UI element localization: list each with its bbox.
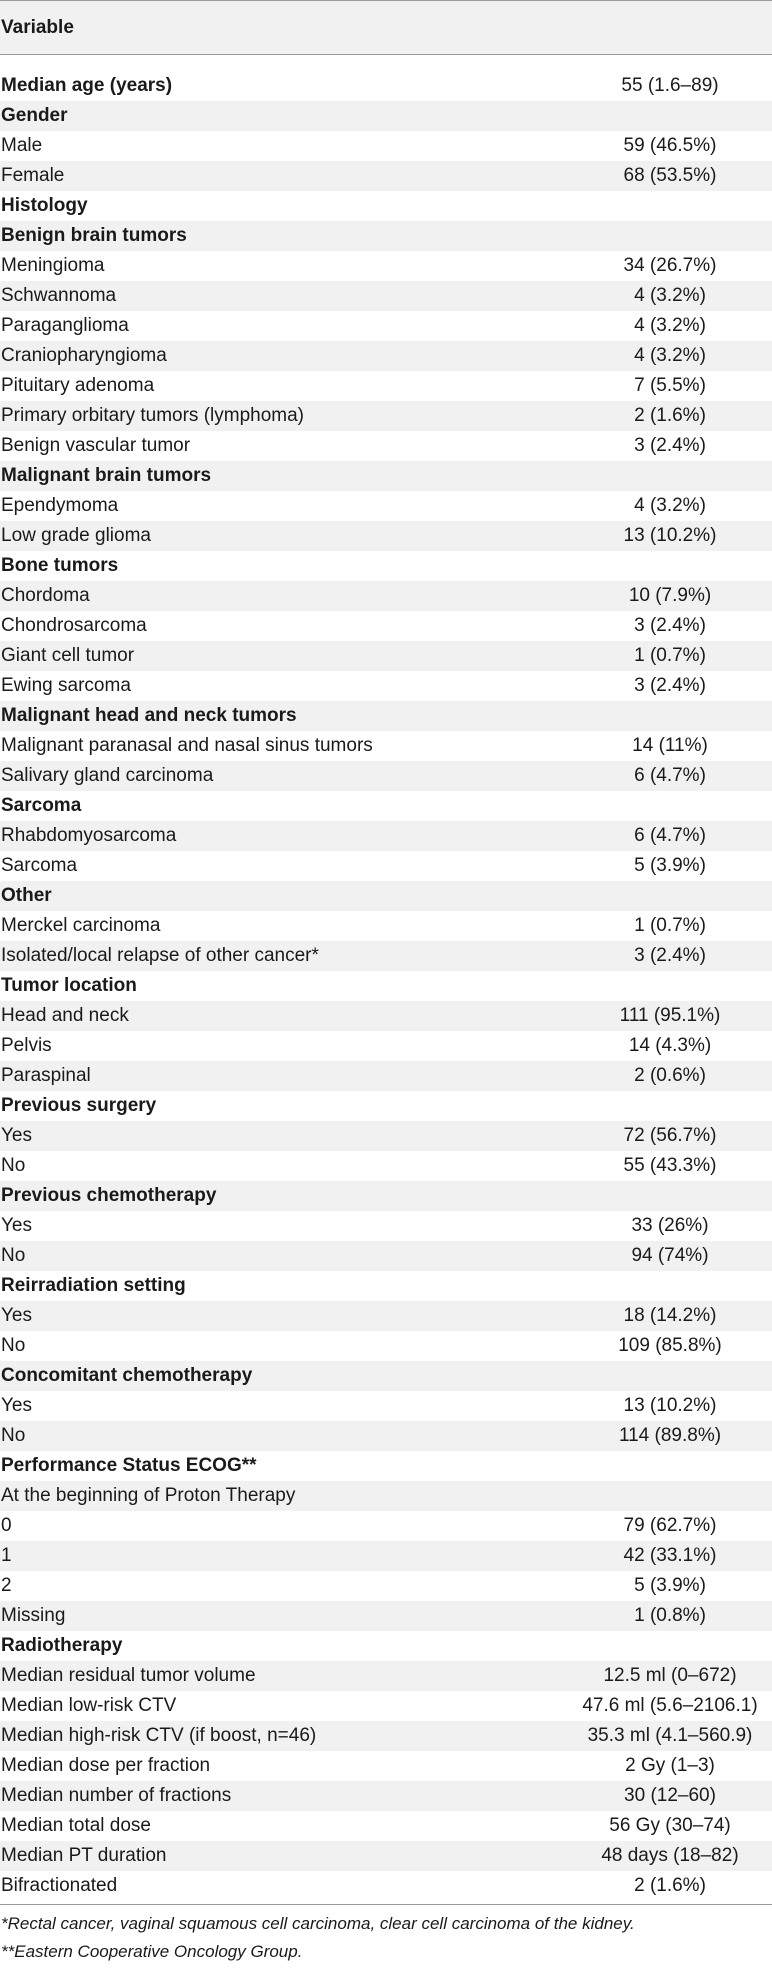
row-label: Radiotherapy: [1, 1635, 123, 1656]
row-label: Malignant head and neck tumors: [1, 705, 297, 726]
row-value: 30 (12–60): [624, 1785, 716, 1806]
row-label: Primary orbitary tumors (lymphoma): [1, 405, 304, 426]
row-label: Bifractionated: [1, 1875, 118, 1896]
row-value: 47.6 ml (5.6–2106.1): [582, 1695, 758, 1716]
row-label: At the beginning of Proton Therapy: [1, 1485, 296, 1506]
table-row: [0, 911, 772, 941]
row-value: 1 (0.8%): [634, 1605, 706, 1626]
row-label: Schwannoma: [1, 285, 117, 306]
row-label: Reirradiation setting: [1, 1275, 186, 1296]
section-row: [0, 791, 772, 821]
row-label: Median high-risk CTV (if boost, n=46): [1, 1725, 317, 1746]
row-label: Merckel carcinoma: [1, 915, 161, 936]
section-row: [0, 1181, 772, 1211]
row-label: Median age (years): [1, 75, 173, 96]
row-value: 1 (0.7%): [634, 915, 706, 936]
row-value: 14 (4.3%): [628, 1035, 712, 1056]
row-label: No: [1, 1245, 26, 1266]
table-row: [0, 581, 772, 611]
row-label: Paraganglioma: [1, 315, 129, 336]
header-rule: [0, 54, 772, 55]
row-label: Median total dose: [1, 1815, 151, 1836]
row-label: No: [1, 1425, 26, 1446]
table-row: [0, 761, 772, 791]
table-row: [0, 1661, 772, 1691]
row-label: Malignant paranasal and nasal sinus tumors: [1, 735, 373, 756]
row-label: Performance Status ECOG**: [1, 1455, 257, 1476]
table-row: [0, 1871, 772, 1901]
table-row: [0, 1001, 772, 1031]
row-label: 2: [1, 1575, 12, 1596]
row-value: 2 (1.6%): [634, 1875, 706, 1896]
footnote-1: *Rectal cancer, vaginal squamous cell carcinoma, clear cell carcinoma of the kidney.: [1, 1914, 635, 1933]
footnotes: [0, 1910, 772, 1966]
row-label: Tumor location: [1, 975, 137, 996]
row-value: 13 (10.2%): [623, 1395, 717, 1416]
row-value: 55 (43.3%): [623, 1155, 717, 1176]
table-row: [0, 1421, 772, 1451]
row-value: 3 (2.4%): [634, 435, 706, 456]
table-row: [0, 1391, 772, 1421]
table-row: [0, 671, 772, 701]
table-row: [0, 1721, 772, 1751]
footnote-2: **Eastern Cooperative Oncology Group.: [1, 1942, 303, 1961]
row-value: 4 (3.2%): [634, 315, 706, 336]
row-label: Paraspinal: [1, 1065, 91, 1086]
section-row: [0, 461, 772, 491]
table-row: [0, 851, 772, 881]
section-row: [0, 221, 772, 251]
table-row: [0, 1841, 772, 1871]
row-value: 6 (4.7%): [634, 765, 706, 786]
section-row: [0, 71, 772, 101]
table-row: [0, 1211, 772, 1241]
table-row: [0, 1781, 772, 1811]
row-value: 55 (1.6–89): [621, 75, 719, 96]
row-label: Missing: [1, 1605, 66, 1626]
row-value: 35.3 ml (4.1–560.9): [587, 1725, 753, 1746]
row-label: Female: [1, 165, 65, 186]
section-row: [0, 971, 772, 1001]
row-label: Salivary gland carcinoma: [1, 765, 214, 786]
table-row: [0, 1511, 772, 1541]
row-value: 10 (7.9%): [628, 585, 712, 606]
row-value: 5 (3.9%): [634, 855, 706, 876]
row-label: Yes: [1, 1395, 32, 1416]
row-label: No: [1, 1335, 26, 1356]
row-value: 2 (1.6%): [634, 405, 706, 426]
row-label: Yes: [1, 1125, 32, 1146]
row-value: 34 (26.7%): [623, 255, 717, 276]
row-value: 3 (2.4%): [634, 945, 706, 966]
row-value: 14 (11%): [632, 735, 708, 756]
row-value: 33 (26%): [631, 1215, 709, 1236]
row-label: Chondrosarcoma: [1, 615, 147, 636]
row-value: 18 (14.2%): [623, 1305, 717, 1326]
table-row: [0, 251, 772, 281]
row-label: Rhabdomyosarcoma: [1, 825, 177, 846]
table-row: [0, 131, 772, 161]
row-label: Sarcoma: [1, 855, 78, 876]
row-value: 94 (74%): [631, 1245, 709, 1266]
row-value: 114 (89.8%): [618, 1425, 722, 1446]
section-row: [0, 551, 772, 581]
section-row: [0, 191, 772, 221]
table-row: [0, 1691, 772, 1721]
row-value: 2 Gy (1–3): [625, 1755, 715, 1776]
row-label: Histology: [1, 195, 88, 216]
row-label: Head and neck: [1, 1005, 129, 1026]
row-label: Yes: [1, 1305, 32, 1326]
table-row: [0, 1121, 772, 1151]
header-variable: Variable: [1, 16, 74, 38]
row-label: Giant cell tumor: [1, 645, 135, 666]
row-value: 3 (2.4%): [634, 615, 706, 636]
table-row: [0, 1331, 772, 1361]
row-label: Low grade glioma: [1, 525, 151, 546]
row-label: 0: [1, 1515, 12, 1536]
row-value: 5 (3.9%): [634, 1575, 706, 1596]
row-label: Median residual tumor volume: [1, 1665, 256, 1686]
table-row: [0, 1061, 772, 1091]
row-value: 79 (62.7%): [623, 1515, 717, 1536]
row-label: Benign brain tumors: [1, 225, 187, 246]
row-label: Bone tumors: [1, 555, 119, 576]
row-label: Male: [1, 135, 43, 156]
table-row: [0, 311, 772, 341]
row-label: Previous surgery: [1, 1095, 157, 1116]
table-row: [0, 521, 772, 551]
section-row: [0, 1451, 772, 1481]
table-row: [0, 1481, 772, 1511]
row-label: Benign vascular tumor: [1, 435, 191, 456]
row-label: Ewing sarcoma: [1, 675, 131, 696]
table-row: [0, 431, 772, 461]
table-row: [0, 161, 772, 191]
row-value: 6 (4.7%): [634, 825, 706, 846]
table-row: [0, 611, 772, 641]
table-row: [0, 821, 772, 851]
row-value: 42 (33.1%): [623, 1545, 717, 1566]
table-row: [0, 1241, 772, 1271]
row-value: 12.5 ml (0–672): [603, 1665, 737, 1686]
row-label: Concomitant chemotherapy: [1, 1365, 253, 1386]
row-label: Ependymoma: [1, 495, 119, 516]
table-row: [0, 1301, 772, 1331]
table-row: [0, 1751, 772, 1781]
row-label: No: [1, 1155, 26, 1176]
row-value: 68 (53.5%): [623, 165, 717, 186]
table-row: [0, 401, 772, 431]
section-row: [0, 881, 772, 911]
row-value: 13 (10.2%): [623, 525, 717, 546]
row-label: Other: [1, 885, 52, 906]
row-label: Craniopharyngioma: [1, 345, 167, 366]
row-value: 109 (85.8%): [618, 1335, 722, 1356]
row-label: Malignant brain tumors: [1, 465, 212, 486]
row-label: Median low-risk CTV: [1, 1695, 177, 1716]
row-value: 59 (46.5%): [623, 135, 717, 156]
row-value: 111 (95.1%): [619, 1005, 721, 1026]
table-row: [0, 1031, 772, 1061]
row-value: 4 (3.2%): [634, 495, 706, 516]
section-row: [0, 1091, 772, 1121]
table-body: [0, 71, 772, 1901]
row-label: Pituitary adenoma: [1, 375, 155, 396]
row-label: Median dose per fraction: [1, 1755, 211, 1776]
section-row: [0, 1631, 772, 1661]
row-value: 48 days (18–82): [601, 1845, 739, 1866]
section-row: [0, 101, 772, 131]
row-value: 2 (0.6%): [634, 1065, 706, 1086]
row-label: Meningioma: [1, 255, 105, 276]
table-row: [0, 731, 772, 761]
bottom-rule: [0, 1904, 772, 1905]
table-row: [0, 1541, 772, 1571]
table-row: [0, 1571, 772, 1601]
table-row: [0, 941, 772, 971]
row-label: Median PT duration: [1, 1845, 167, 1866]
row-label: 1: [1, 1545, 12, 1566]
row-value: 3 (2.4%): [634, 675, 706, 696]
section-row: [0, 701, 772, 731]
row-label: Yes: [1, 1215, 32, 1236]
table-row: [0, 371, 772, 401]
row-label: Gender: [1, 105, 68, 126]
section-row: [0, 1271, 772, 1301]
section-row: [0, 1361, 772, 1391]
table-row: [0, 1601, 772, 1631]
table-row: [0, 1811, 772, 1841]
row-value: 1 (0.7%): [634, 645, 706, 666]
row-value: 72 (56.7%): [623, 1125, 717, 1146]
row-label: Previous chemotherapy: [1, 1185, 217, 1206]
row-label: Isolated/local relapse of other cancer*: [1, 945, 319, 966]
row-value: 4 (3.2%): [634, 345, 706, 366]
row-label: Chordoma: [1, 585, 90, 606]
table-row: [0, 491, 772, 521]
row-label: Pelvis: [1, 1035, 52, 1056]
table-row: [0, 1151, 772, 1181]
row-label: Median number of fractions: [1, 1785, 232, 1806]
table-row: [0, 641, 772, 671]
table-header: [0, 1, 772, 54]
row-value: 7 (5.5%): [634, 375, 706, 396]
table-row: [0, 281, 772, 311]
row-label: Sarcoma: [1, 795, 82, 816]
row-value: 4 (3.2%): [634, 285, 706, 306]
row-value: 56 Gy (30–74): [609, 1815, 731, 1836]
table-row: [0, 341, 772, 371]
